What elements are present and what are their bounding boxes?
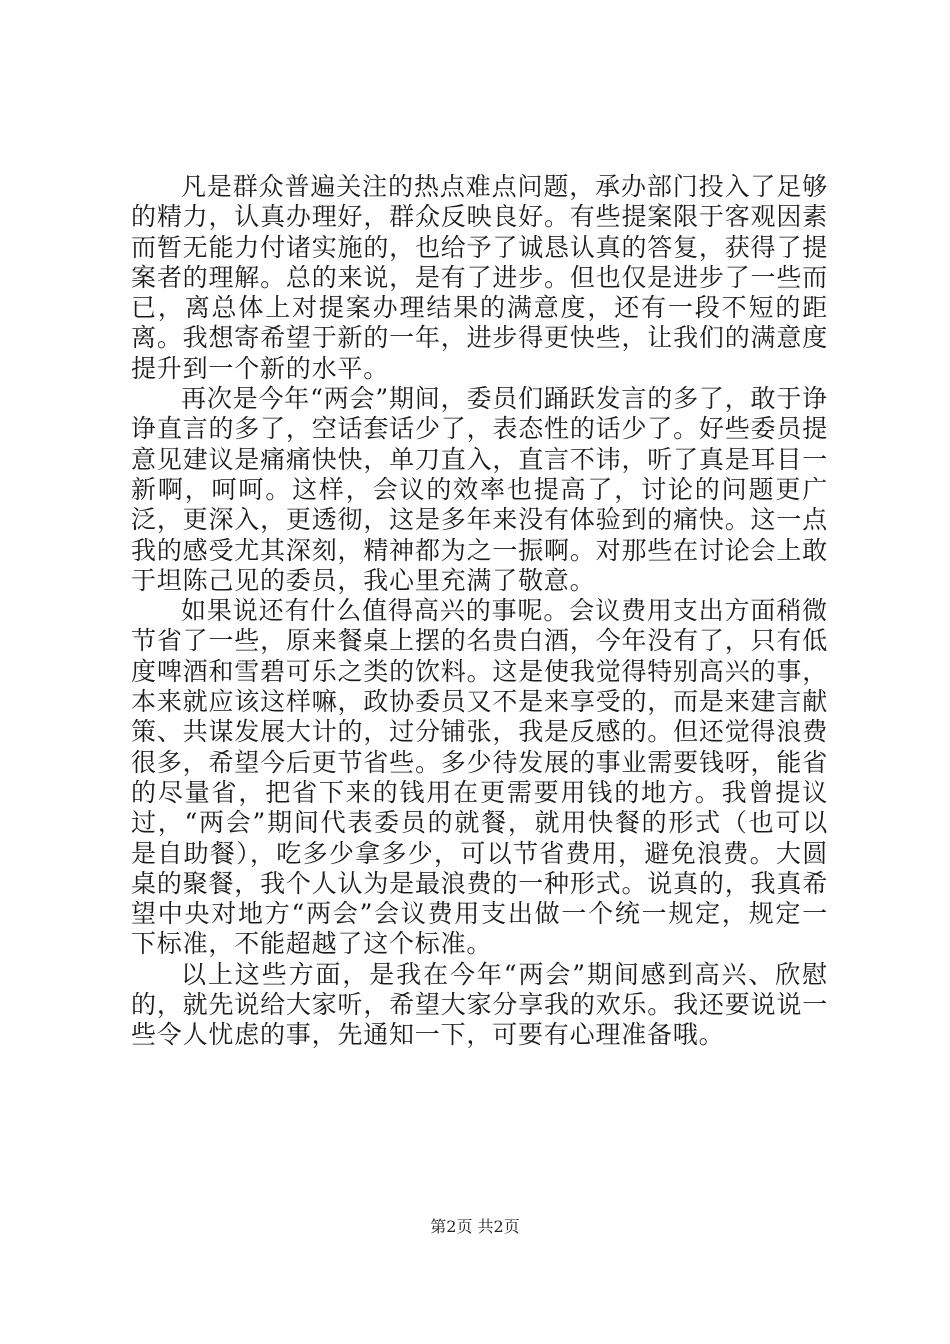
page-number-footer: 第2页 共2页 [430,1217,520,1236]
document-body [131,172,828,1051]
paragraph-2: 再次是今年“两会”期间，委员们踊跃发言的多了，敢于诤诤直言的多了，空话套话少了，表态性的话少了。好些委员提意见建议是痛痛快快，单刀直入，直言不讳，听了真是耳目一新啊，呵呵。这样，会议的效率也提高了，讨论的问题更广泛，更深入，更透彻，这是多年来没有体验到的痛快。这一点我的感受尤其深刻，精神都为之一振啊。对那些在讨论会上敢于坦陈己见的委员，我心里充满了敬意。 [131,384,828,595]
paragraph-3: 如果说还有什么值得高兴的事呢。会议费用支出方面稍微节省了一些，原来餐桌上摆的名贵白酒，今年没有了，只有低度啤酒和雪碧可乐之类的饮料。这是使我觉得特别高兴的事，本来就应该这样嘛，政协委员又不是来享受的，而是来建言献策、共谋发展大计的，过分铺张，我是反感的。但还觉得浪费很多，希望今后更节省些。多少待发展的事业需要钱呀，能省的尽量省，把省下来的钱用在更需要用钱的地方。我曾提议过，“两会”期间代表委员的就餐，就用快餐的形式（也可以是自助餐），吃多少拿多少，可以节省费用，避免浪费。大圆桌的聚餐，我个人认为是最浪费的一种形式。说真的，我真希望中央对地方“两会”会议费用支出做一个统一规定，规定一下标准，不能超越了这个标准。 [131,596,828,959]
paragraph-4: 以上这些方面，是我在今年“两会”期间感到高兴、欣慰的，就先说给大家听，希望大家分享我的欢乐。我还要说说一些令人忧虑的事，先通知一下，可要有心理准备哦。 [131,959,828,1050]
paragraph-1: 凡是群众普遍关注的热点难点问题，承办部门投入了足够的精力，认真办理好，群众反映良好。有些提案限于客观因素而暂无能力付诸实施的，也给予了诚恳认真的答复，获得了提案者的理解。总的来说，是有了进步。但也仅是进步了一些而已，离总体上对提案办理结果的满意度，还有一段不短的距离。我想寄希望于新的一年，进步得更快些，让我们的满意度提升到一个新的水平。 [131,172,828,383]
